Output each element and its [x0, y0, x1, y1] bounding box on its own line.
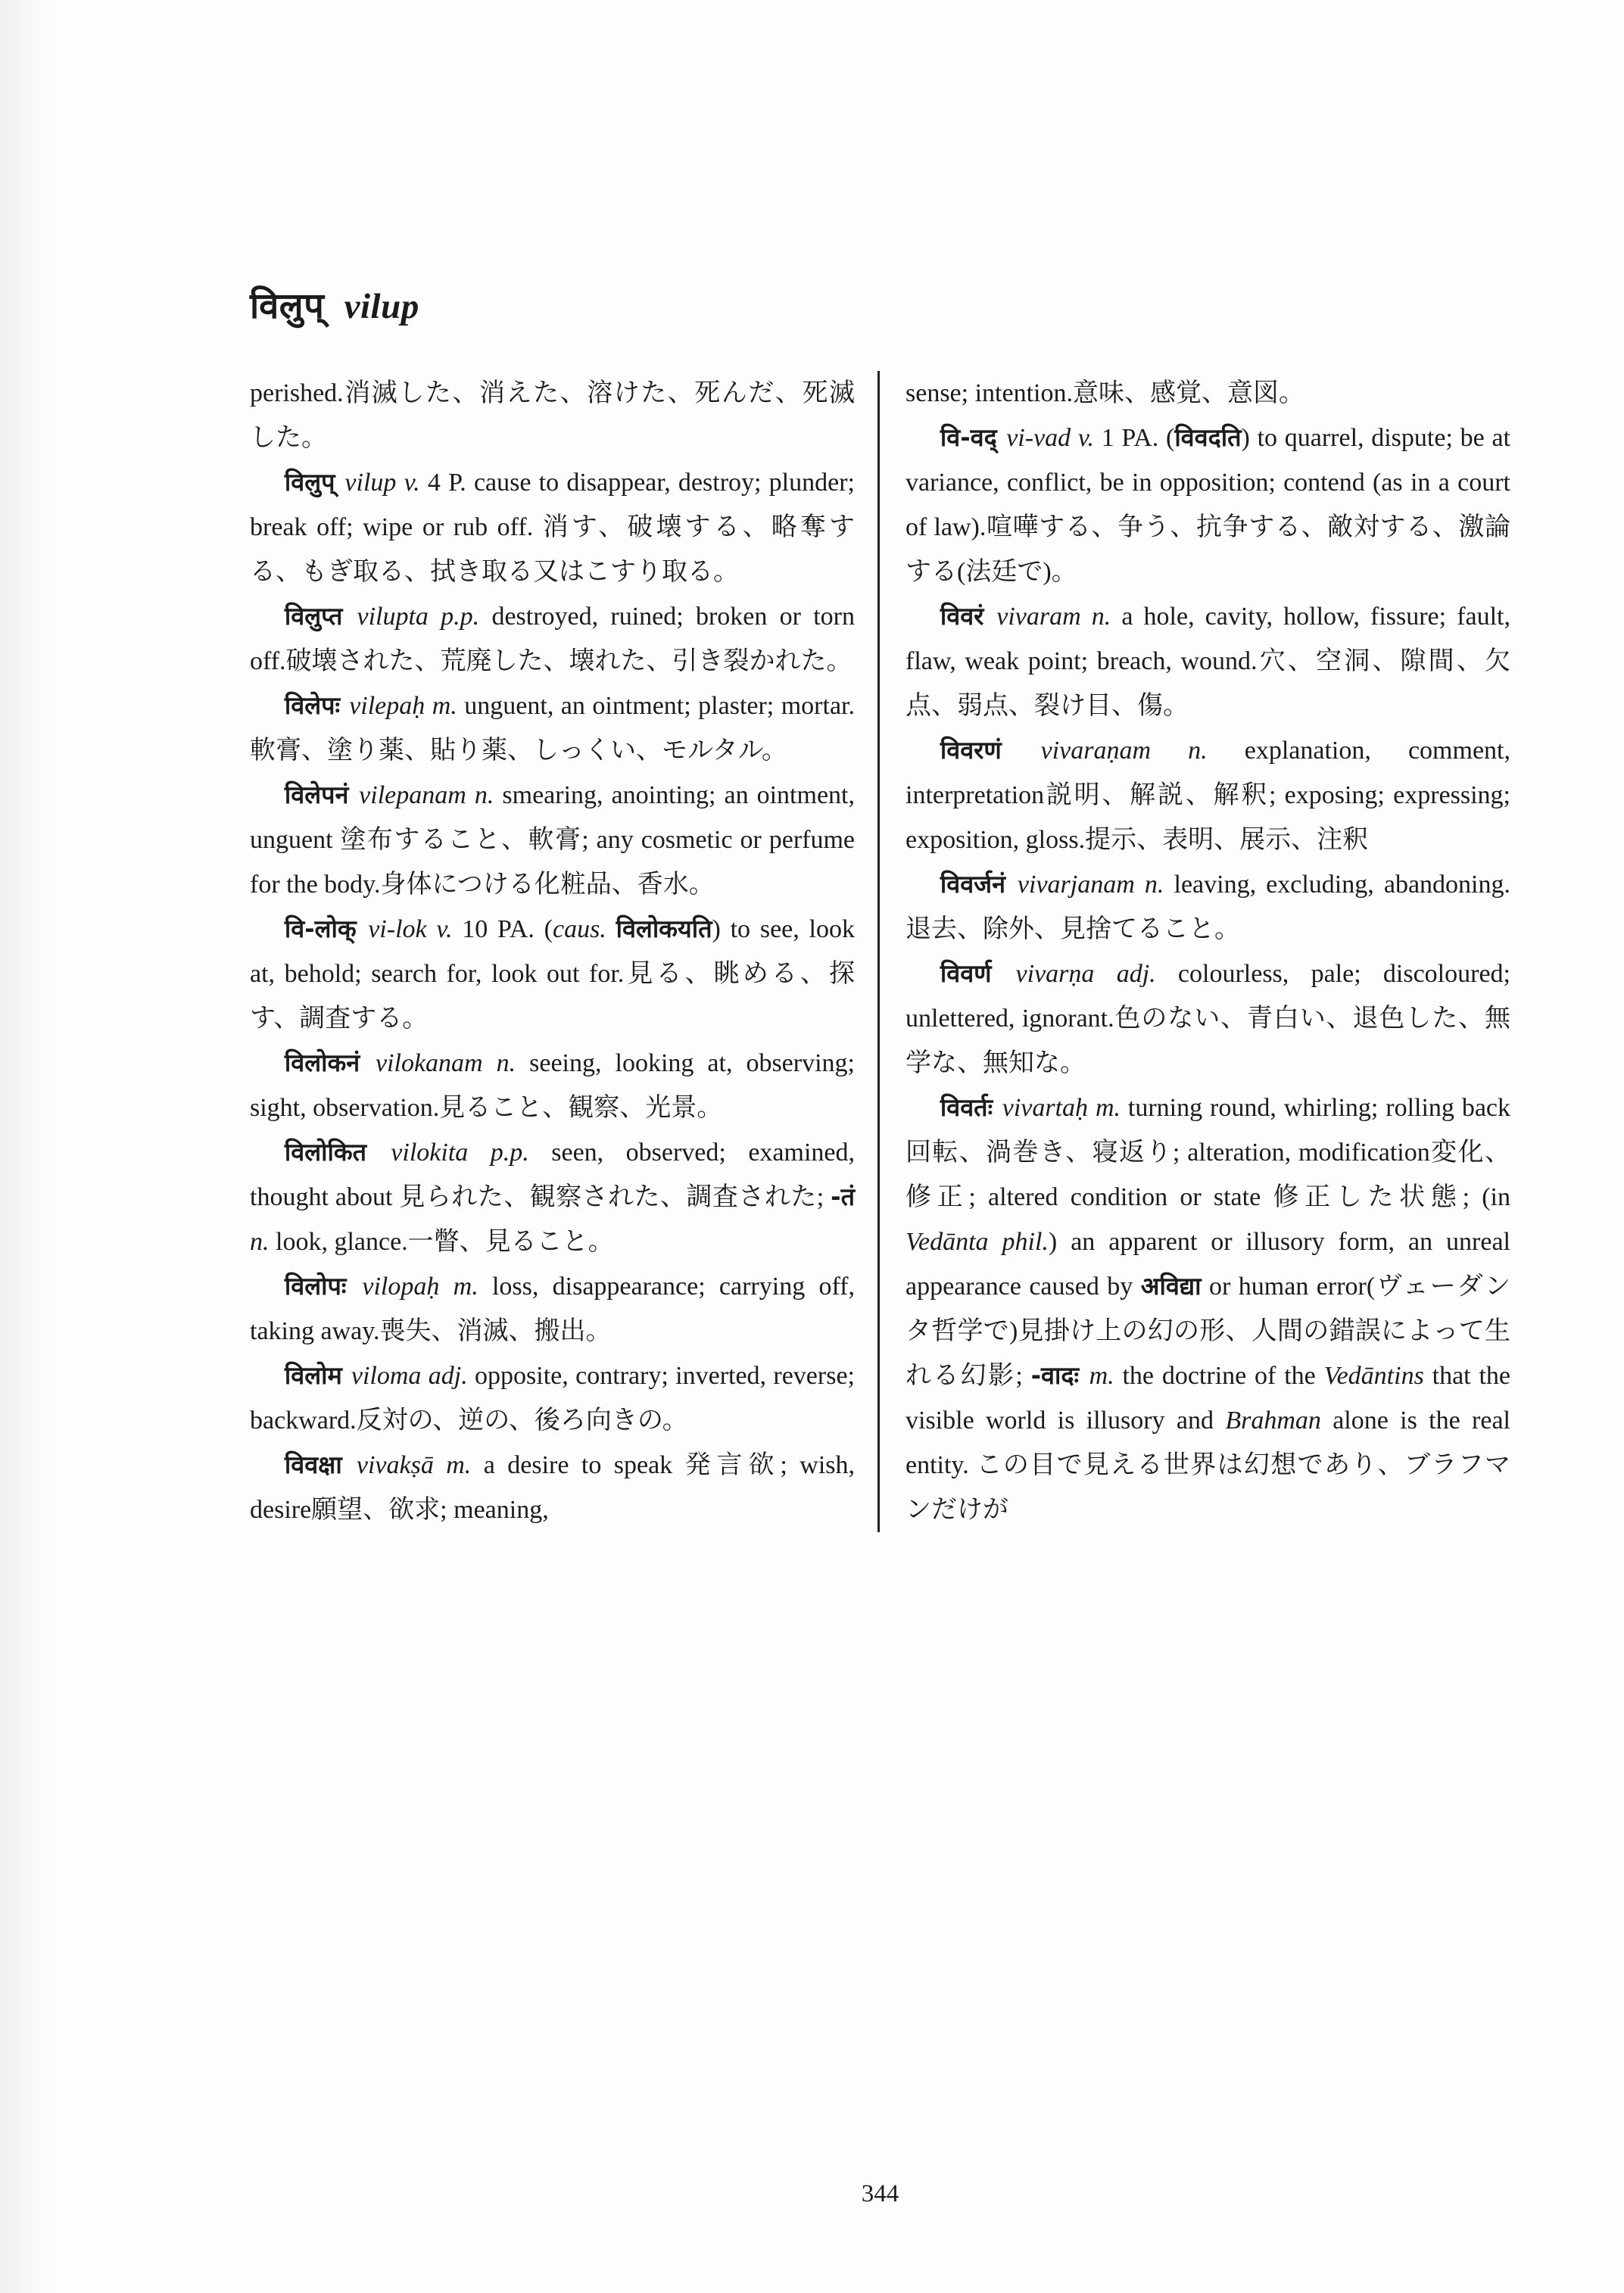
dictionary-entry: [250, 1130, 855, 1264]
entry-body-text: 1 PA. (: [1101, 423, 1175, 452]
entry-headword-devanagari: विवदति: [1174, 422, 1242, 452]
entry-italic-text: vilepanam n.: [359, 780, 503, 809]
dictionary-entry: [250, 773, 855, 907]
entry-body-text: a hole, cavity, hollow, fissure; fault, flaw, weak point; breach, wound.穴、空洞、隙間、欠点、弱点、裂け目、傷。: [906, 602, 1510, 720]
entry-headword-devanagari: विवर्ण: [940, 958, 1016, 988]
entry-italic-text: vi-vad v.: [1006, 423, 1102, 452]
entry-italic-text: vivaram n.: [996, 602, 1122, 631]
entry-headword-devanagari: विवरं: [940, 601, 997, 631]
dictionary-entry: [250, 1264, 855, 1354]
entry-body-text: opposite, contrary; inverted, reverse; backward.反対の、逆の、後ろ向きの。: [250, 1361, 855, 1435]
dictionary-entry: [250, 684, 855, 773]
entry-italic-text: Vedānta phil.: [906, 1227, 1049, 1256]
entry-italic-text: Vedāntins: [1323, 1361, 1424, 1390]
header-transliteration: vilup: [344, 287, 419, 326]
dictionary-entry: [906, 862, 1510, 952]
dictionary-entry: [906, 371, 1510, 416]
entry-italic-text: vilopaḥ m.: [362, 1272, 492, 1301]
entry-italic-text: vilokanam n.: [375, 1048, 530, 1077]
entry-body-text: that the visible world is illusory and: [906, 1361, 1510, 1435]
entry-body-text: ) to see, look at, behold; search for, look out for.見る、眺める、探す、調査する。: [250, 914, 855, 1033]
dictionary-entry: [250, 1354, 855, 1443]
entry-italic-text: vivarjanam n.: [1017, 870, 1174, 899]
entry-body-text: seeing, looking at, observing; sight, observation.見ること、観察、光景。: [250, 1048, 855, 1122]
entry-body-text: ) to quarrel, dispute; be at variance, conflict, be in opposition; contend (as in a court of law).喧嘩する、争う、抗争する、敵対する、激論する(法廷で)。: [906, 423, 1510, 586]
entry-headword-devanagari: विलुप्: [284, 467, 345, 497]
header-devanagari: विलुप्: [250, 287, 325, 326]
entry-italic-text: n.: [250, 1227, 276, 1256]
entry-body-text: smearing, anointing; an ointment, unguent 塗布すること、軟膏; any cosmetic or perfume for the body.身体につける化粧品、香水。: [250, 780, 855, 899]
entry-headword-devanagari: वि-लोक्: [284, 914, 369, 943]
entry-body-text: or human error(ヴェーダンタ哲学で)見掛け上の幻の形、人間の錯誤によって生れる幻影;: [906, 1272, 1510, 1390]
entry-body-text: a desire to speak 発言欲; wish, desire願望、欲求; meaning,: [250, 1450, 856, 1524]
entry-italic-text: vilepaḥ m.: [349, 691, 465, 720]
entry-headword-devanagari: विलोम: [284, 1360, 351, 1390]
column-right: [880, 371, 1510, 1532]
entry-headword-devanagari: विवक्षा: [284, 1450, 357, 1479]
entry-headword-devanagari: विलेपनं: [284, 780, 360, 809]
entry-italic-text: viloma adj.: [351, 1361, 475, 1390]
entry-italic-text: vivaraṇam n.: [1040, 736, 1245, 765]
dictionary-entry: [906, 952, 1510, 1086]
entry-headword-devanagari: विवर्तः: [940, 1092, 1002, 1122]
entry-body-text: colourless, pale; discoloured; unlettered, ignorant.色のない、青白い、退色した、無学な、無知な。: [906, 959, 1510, 1077]
page-number: 344: [861, 2180, 899, 2207]
entry-headword-devanagari: -वादः: [1030, 1360, 1089, 1390]
entry-body-text: look, glance.一瞥、見ること。: [276, 1227, 614, 1256]
entry-body-text: explanation, comment, interpretation説明、解説、解釈; exposing; expressing; exposition, gloss.提示、表明、展示、注釈: [906, 736, 1510, 854]
entry-italic-text: vivakṣā m.: [356, 1450, 484, 1479]
dictionary-entry: [250, 1443, 855, 1532]
entry-body-text: turning round, whirling; rolling back回転、渦巻き、寝返り; alteration, modification変化、修正; altered condition or state 修正した状態; (in: [906, 1093, 1510, 1211]
entry-italic-text: vivartaḥ m.: [1002, 1093, 1128, 1122]
dictionary-entry: [250, 594, 855, 684]
entry-italic-text: m.: [1089, 1361, 1123, 1390]
entry-headword-devanagari: विलुप्त: [284, 601, 357, 631]
entry-italic-text: Brahman: [1225, 1406, 1321, 1435]
entry-body-text: destroyed, ruined; broken or torn off.破壊された、荒廃した、壊れた、引き裂かれた。: [250, 602, 855, 675]
dictionary-entry: [250, 371, 855, 460]
entry-headword-devanagari: विवरणं: [940, 735, 1041, 765]
entry-body-text: unguent, an ointment; plaster; mortar.軟膏、塗り薬、貼り薬、しっくい、モルタル。: [250, 691, 855, 765]
entry-headword-devanagari: विलोकित: [284, 1137, 391, 1167]
entry-body-text: seen, observed; examined, thought about 見られた、観察された、調査された;: [250, 1138, 855, 1211]
entry-italic-text: vilupta p.p.: [357, 602, 492, 631]
entry-body-text: sense; intention.意味、感覚、意図。: [906, 379, 1304, 407]
dictionary-entry: [250, 1041, 855, 1130]
entry-italic-text: vilokita p.p.: [391, 1138, 552, 1167]
entry-headword-devanagari: विलोकयति: [616, 914, 712, 943]
entry-headword-devanagari: विलोपः: [284, 1271, 363, 1301]
entry-body-text: alone is the real entity. この目で見える世界は幻想であり、ブラフマンだけが: [906, 1406, 1510, 1524]
column-left: [250, 371, 877, 1532]
entry-italic-text: vivarṇa adj.: [1015, 959, 1178, 988]
entry-italic-text: vi-lok v.: [368, 914, 463, 943]
entry-body-text: leaving, excluding, abandoning.退去、除外、見捨てること。: [906, 870, 1510, 943]
entry-italic-text: caus.: [552, 914, 616, 943]
entry-body-text: 4 P. cause to disappear, destroy; plunder; break off; wipe or rub off. 消す、破壊する、略奪する、もぎ取る、拭き取る又はこすり取る。: [250, 468, 855, 586]
entry-headword-devanagari: विवर्जनं: [940, 869, 1018, 899]
dictionary-entry: [906, 416, 1510, 594]
page-content: [250, 288, 1510, 1532]
entry-headword-devanagari: अविद्या: [1140, 1271, 1202, 1301]
entry-headword-devanagari: विलेपः: [284, 690, 350, 720]
entry-italic-text: vilup v.: [344, 468, 428, 497]
entry-body-text: loss, disappearance; carrying off, taking away.喪失、消滅、搬出。: [250, 1272, 856, 1345]
dictionary-entry: [906, 1086, 1510, 1532]
entry-headword-devanagari: वि-वद्: [940, 422, 1007, 452]
dictionary-entry: [250, 460, 855, 594]
entry-body-text: the doctrine of the: [1122, 1361, 1324, 1390]
entry-body-text: 10 PA. (: [462, 914, 553, 943]
dictionary-entry: [250, 907, 855, 1041]
two-column-layout: [250, 371, 1510, 1532]
page-header: [250, 288, 1510, 327]
entry-body-text: ) an apparent or illusory form, an unreal appearance caused by: [906, 1227, 1510, 1301]
entry-headword-devanagari: विलोकनं: [284, 1048, 376, 1077]
entry-headword-devanagari: -तं: [831, 1182, 855, 1211]
entry-body-text: perished.消滅した、消えた、溶けた、死んだ、死滅した。: [250, 379, 855, 452]
dictionary-entry: [906, 594, 1510, 728]
dictionary-entry: [906, 728, 1510, 862]
